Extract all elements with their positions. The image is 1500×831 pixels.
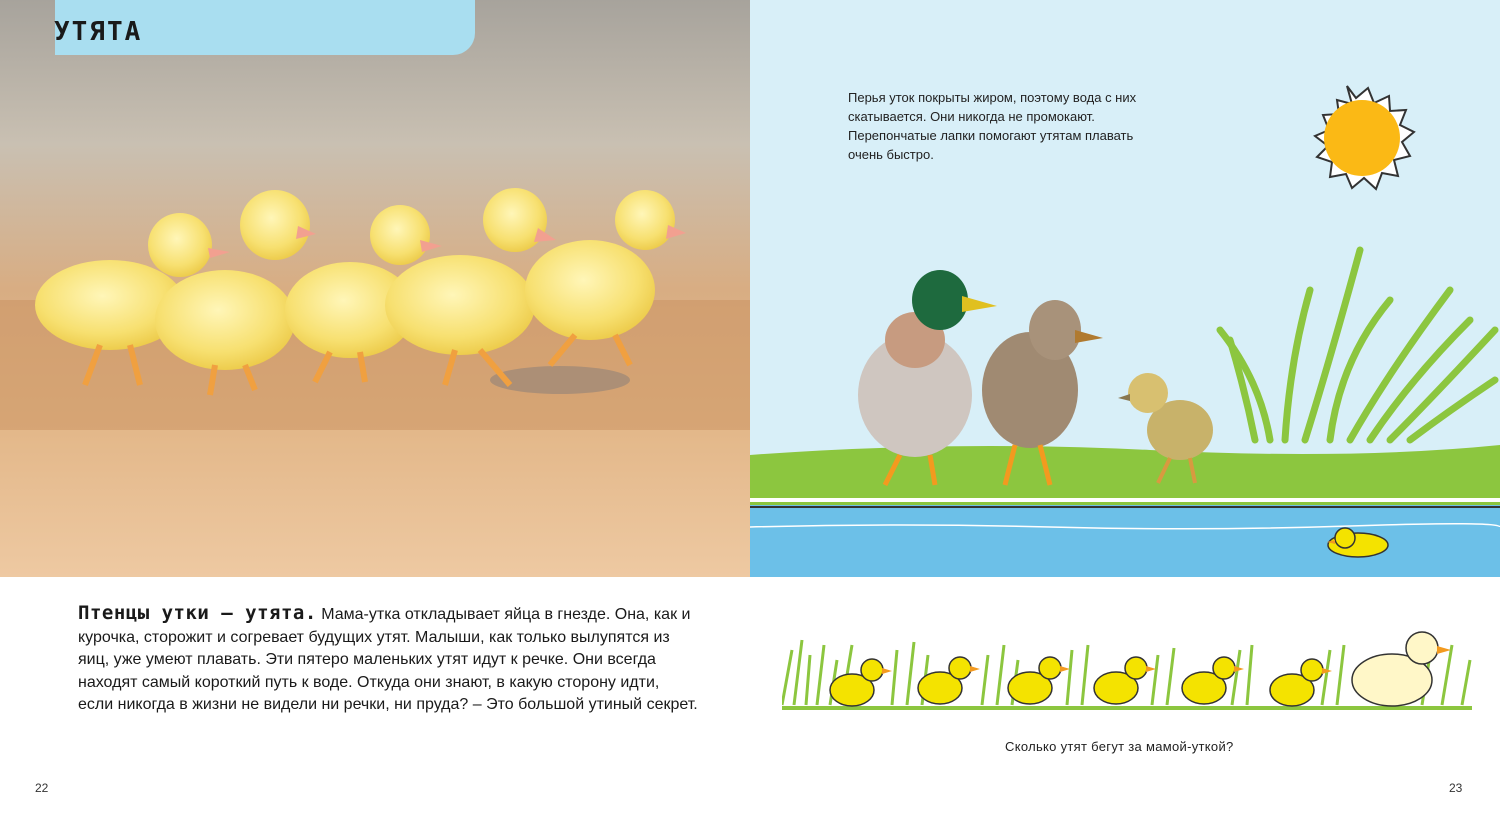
ducklings-photo bbox=[0, 0, 750, 577]
question-caption: Сколько утят бегут за мамой-уткой? bbox=[1005, 739, 1234, 754]
page-number-right: 23 bbox=[1449, 781, 1463, 795]
facts-paragraph: Перья уток покрыты жиром, поэтому вода с них скатывается. Они никогда не промокают. Перепончатые лапки помогают утятам плавать очень быстро. bbox=[848, 90, 1137, 162]
page-title: УТЯТА bbox=[54, 17, 143, 47]
main-paragraph-body: Мама-утка откладывает яйца в гнезде. Она, как и курочка, сторожит и согревает будущих утят. Малыши, как только вылупятся из яиц, уже умеют плавать. Эти пятеро маленьких утят идут к речке. Они всегда находят самый короткий путь к воде. Откуда они знают, в какую сторону идти, если никогда в жизни не видели ни речки, ни пруда? – Это большой утиный секрет. bbox=[78, 606, 698, 713]
main-paragraph-lead: Птенцы утки – утята. bbox=[78, 602, 317, 624]
duck-row-illustration bbox=[782, 620, 1472, 720]
page-number-left: 22 bbox=[35, 781, 49, 795]
main-paragraph bbox=[78, 602, 698, 717]
ducks-illustration bbox=[750, 0, 1500, 577]
